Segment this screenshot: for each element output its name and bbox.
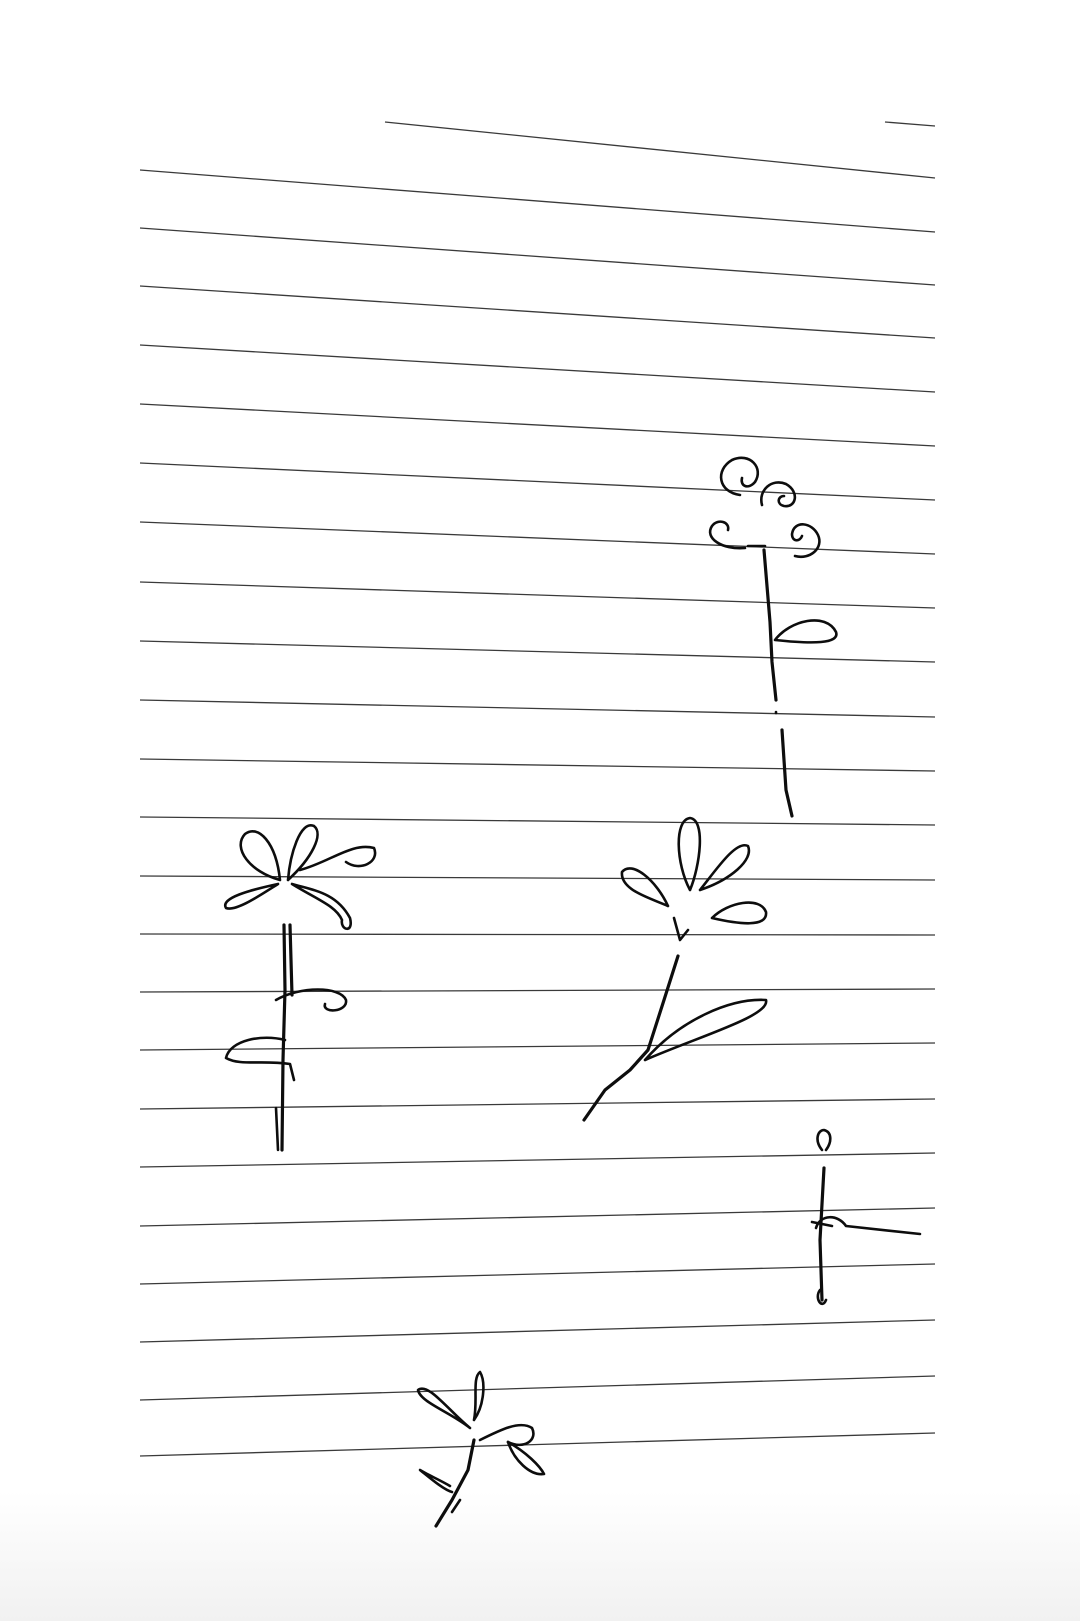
flower-doodle-daisy — [225, 825, 375, 1150]
ruled-line — [140, 1433, 935, 1456]
flower-doodle-bud — [812, 1130, 920, 1304]
ruled-line — [140, 286, 935, 338]
flower-doodle-curly — [710, 458, 836, 816]
ruled-line — [140, 228, 935, 285]
ruled-line — [140, 989, 935, 992]
ruled-line — [140, 817, 935, 825]
ruled-line — [385, 122, 935, 178]
ruled-line — [140, 641, 935, 662]
ruled-line — [140, 759, 935, 771]
ruled-line — [140, 1376, 935, 1400]
ruled-line — [140, 1099, 935, 1109]
ruled-line — [140, 1043, 935, 1050]
ruled-line — [140, 463, 935, 500]
ruled-line — [140, 934, 935, 935]
ruled-line — [140, 700, 935, 717]
ruled-line — [885, 122, 935, 126]
ruled-line — [140, 1153, 935, 1167]
ruled-line — [140, 1264, 935, 1284]
ruled-lines — [140, 122, 935, 1456]
ruled-line — [140, 170, 935, 232]
ruled-line — [140, 1320, 935, 1342]
flower-doodle-scribble — [418, 1372, 544, 1526]
ruled-line — [140, 345, 935, 392]
ruled-line — [140, 876, 935, 880]
flower-doodle-leaf — [584, 818, 766, 1120]
ruled-line — [140, 404, 935, 446]
ruled-line — [140, 582, 935, 608]
